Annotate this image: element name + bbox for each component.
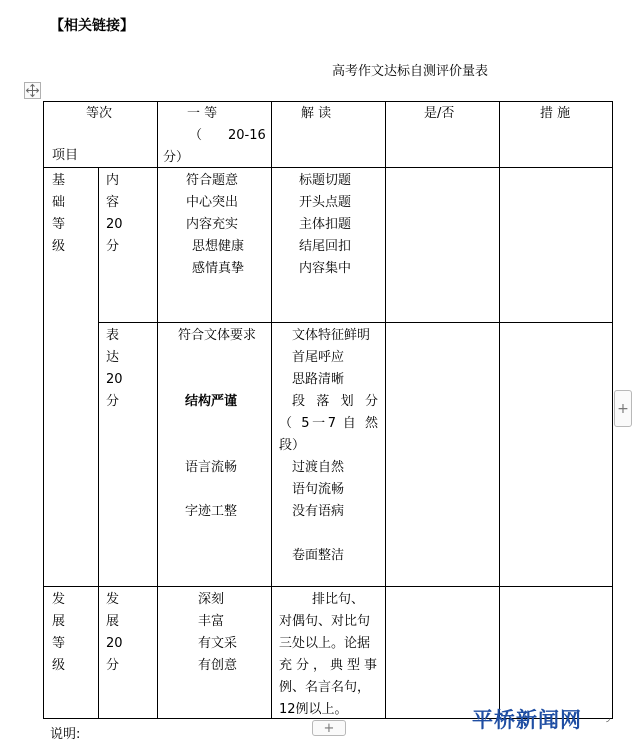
expression-interpret-neat: 卷面整洁 <box>292 548 345 563</box>
table-line <box>43 101 613 102</box>
table-line <box>157 101 158 719</box>
expression-interpret-fluent: 语句流畅 <box>292 482 345 497</box>
table-resize-handle-icon[interactable]: ◞ <box>606 713 610 724</box>
expression-interpret-paragraph: 段 落 划 分 <box>292 394 378 409</box>
expression-criteria-genre: 符合文体要求 <box>178 328 257 343</box>
table-move-handle-icon[interactable] <box>24 82 41 99</box>
header-level-label: 等次 <box>86 106 113 121</box>
header-first-class-score-open: （ <box>189 128 203 143</box>
header-measures-label: 措 施 <box>540 106 571 121</box>
development-level-group-label: 发 展 等 级 <box>52 592 66 673</box>
expression-criteria-handwriting: 字迹工整 <box>185 504 238 519</box>
expression-criteria-structure: 结构严谨 <box>185 394 238 409</box>
header-item-label: 项目 <box>52 148 79 163</box>
add-column-button[interactable]: + <box>614 390 632 427</box>
development-interpretation: 排比句、 对偶句、对比句 三处以上。论据 充分，典型事 例、名言名句， 12例以上。 <box>279 592 377 717</box>
note-label: 说明: <box>50 727 81 742</box>
header-interpret-label: 解 读 <box>301 106 332 121</box>
expression-interpret-transition: 过渡自然 <box>292 460 345 475</box>
expression-interpret-genre: 文体特征鲜明 <box>292 328 371 343</box>
expression-interpret-no-errors: 没有语病 <box>292 504 345 519</box>
expression-interpret-clear: 思路清晰 <box>292 372 345 387</box>
add-row-button[interactable]: + <box>312 720 346 736</box>
table-title: 高考作文达标自测评价量表 <box>332 64 489 79</box>
table-line <box>98 322 613 323</box>
table-line <box>499 101 500 719</box>
expression-interpret-echo: 首尾呼应 <box>292 350 345 365</box>
expression-interpret-paragraph-end: 段） <box>279 438 306 453</box>
header-yes-no-label: 是/否 <box>424 106 455 121</box>
site-watermark: 平桥新闻网 <box>472 707 582 732</box>
table-line <box>43 101 44 719</box>
development-criteria: 深刻 丰富 有文采 有创意 <box>198 592 238 673</box>
table-line <box>385 101 386 719</box>
development-sub-label: 发 展 20 分 <box>106 592 123 673</box>
basic-level-group-label: 基 础 等 级 <box>52 173 66 254</box>
header-first-class-score-range: 20-16 <box>228 128 266 143</box>
table-line <box>43 586 613 587</box>
header-first-class-score-unit: 分） <box>163 150 190 165</box>
related-links-heading: 【相关链接】 <box>50 18 134 34</box>
expression-interpret-paragraph-count: （ 5一7 自 然 <box>279 416 378 431</box>
header-first-class-label: 一 等 <box>187 106 218 121</box>
content-interpretation: 标题切题 开头点题 主体扣题 结尾回扣 内容集中 <box>299 173 352 276</box>
expression-criteria-language: 语言流畅 <box>185 460 238 475</box>
table-line <box>271 101 272 719</box>
table-line <box>98 167 99 719</box>
content-criteria: 符合题意 中心突出 内容充实 思想健康 感情真挚 <box>186 173 245 276</box>
content-sub-label: 内 容 20 分 <box>106 173 123 254</box>
table-line <box>612 101 613 719</box>
table-line <box>43 167 613 168</box>
expression-sub-label: 表 达 20 分 <box>106 328 123 409</box>
